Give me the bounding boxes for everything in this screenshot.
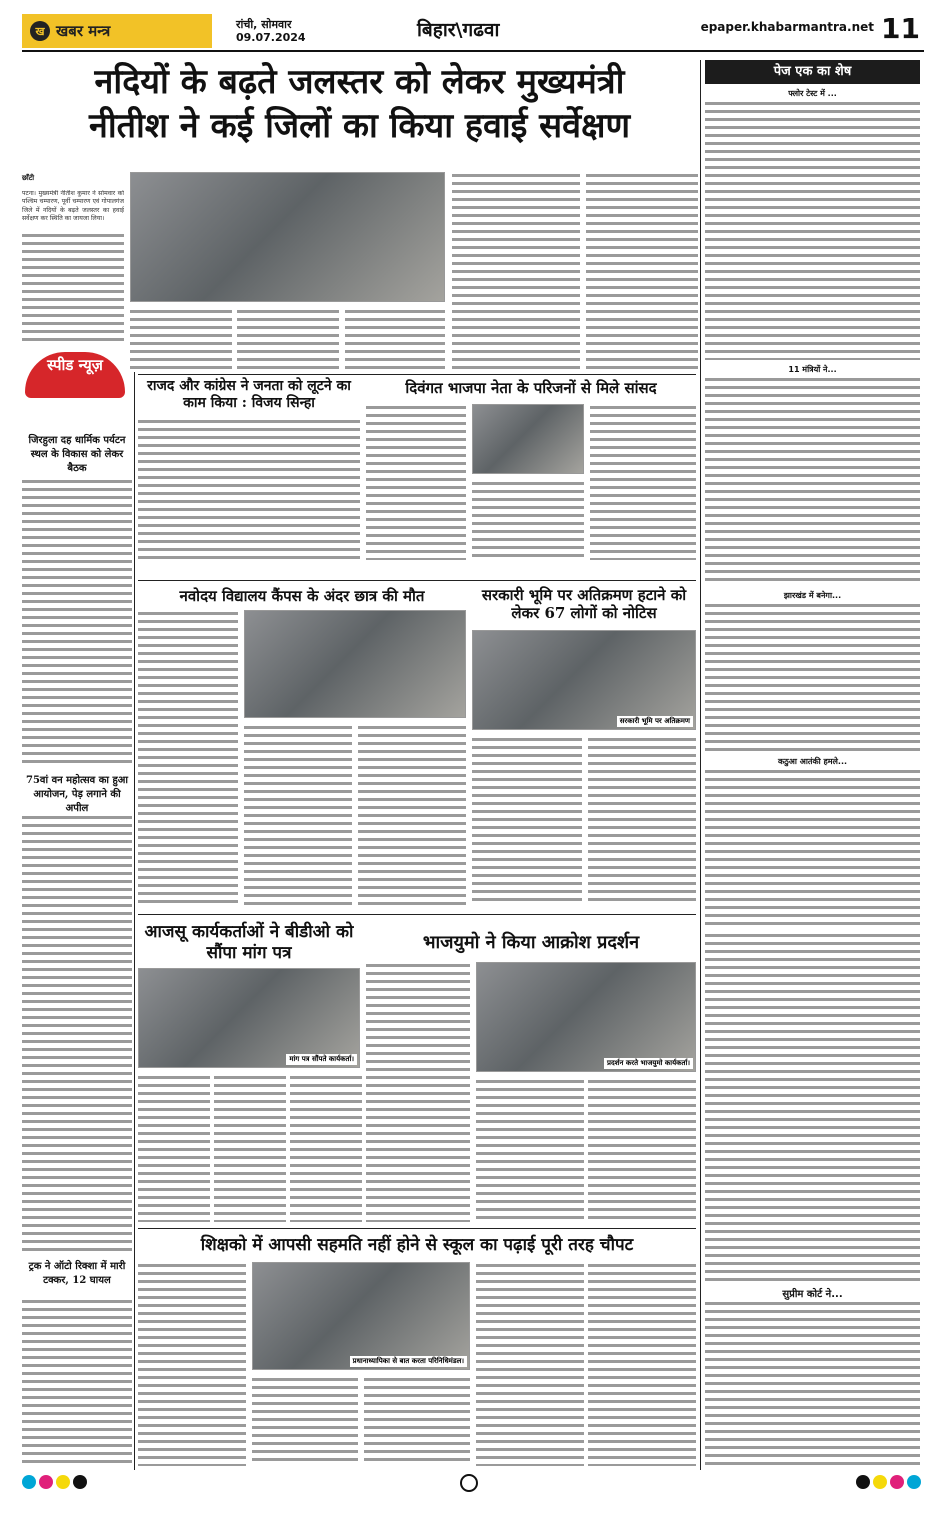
bjp-headline: दिवंगत भाजपा नेता के परिजनों से मिले सांसद: [405, 379, 657, 397]
lead-body-col3: [237, 308, 339, 370]
bjp-body3: [590, 404, 696, 560]
lead-headline-line2: नीतीश ने कई जिलों का किया हवाई सर्वेक्षण: [88, 106, 631, 146]
city-day: रांची, सोमवार: [236, 18, 292, 31]
hr-2: [138, 580, 696, 581]
school-photo: [252, 1262, 470, 1370]
page-number: 11: [881, 12, 920, 45]
lead-headline-line1: नदियों के बढ़ते जलस्तर को लेकर मुख्यमंत्री: [94, 62, 625, 102]
bjym-body1: [366, 962, 470, 1222]
sidebar-sub4: कठुआ आतंकी हमले...: [777, 757, 848, 766]
school-body4: [476, 1262, 584, 1466]
masthead: [22, 14, 924, 54]
hr-4: [138, 1228, 696, 1229]
land-body2: [588, 736, 696, 906]
speed-body2: [22, 814, 132, 1254]
magenta-dot-icon-r: [890, 1475, 904, 1489]
bjp-body2: [472, 480, 584, 560]
speed-news-badge: [25, 352, 125, 430]
speed-headline3: ट्रक ने ऑटो रिक्शा में मारी टक्कर, 12 घायल: [28, 1261, 126, 1286]
ajsu-body3: [290, 1074, 362, 1222]
school-caption: प्रधानाध्यापिका से बात करता परिनिधिमंडल।: [350, 1356, 467, 1367]
land-headline: सरकारी भूमि पर अतिक्रमण हटाने को लेकर 67 लोगों को नोटिस: [481, 586, 687, 622]
epaper-link[interactable]: epaper.khabarmantra.net: [700, 20, 874, 34]
ajsu-body1: [138, 1074, 210, 1222]
speed-headline2: 75वां वन महोत्सव का हुआ आयोजन, पेड़ लगाने की अपील: [26, 775, 128, 814]
lead-intro: पटना। मुख्यमंत्री नीतीश कुमार ने सोमवार को पश्चिम चम्पारण, पूर्वी चम्पारण एवं गोपालगंज जिले में नदियों के बढ़ते जलस्तर का हवाई सर्वेक्षण कर स्थिति का जायजा लिया।: [22, 190, 124, 223]
lead-body-col5: [452, 172, 580, 370]
land-caption: सरकारी भूमि पर अतिक्रमण: [617, 716, 693, 727]
sidebar-text1: [705, 100, 920, 360]
bjym-body3: [588, 1078, 696, 1222]
school-body3: [364, 1376, 470, 1466]
bjym-photo: [476, 962, 696, 1072]
sidebar-divider: [700, 60, 701, 1470]
ajsu-headline: आजसू कार्यकर्ताओं ने बीडीओ को सौंपा मांग पत्र: [144, 922, 354, 963]
lead-headline: [22, 60, 697, 148]
school-body5: [588, 1262, 696, 1466]
dateline: [236, 18, 306, 44]
hr-3: [138, 914, 696, 915]
ajsu-photo: [138, 968, 360, 1068]
bjp-body1: [366, 404, 466, 560]
cyan-dot-icon: [22, 1475, 36, 1489]
sidebar-title: पेज एक का शेष: [705, 60, 920, 84]
magenta-dot-icon: [39, 1475, 53, 1489]
navodaya-body2: [244, 724, 352, 906]
school-body1: [138, 1262, 246, 1466]
lead-body-col2: [130, 308, 232, 370]
navodaya-body1: [138, 610, 238, 906]
rjd-body: [138, 418, 360, 560]
black-dot-icon: [73, 1475, 87, 1489]
left-divider: [134, 372, 135, 1470]
land-photo: [472, 630, 696, 730]
yellow-dot-icon-r: [873, 1475, 887, 1489]
navodaya-body3: [358, 724, 466, 906]
brand-logo: [22, 14, 212, 48]
sidebar-sub1: फ्लोर टेस्ट में ...: [788, 89, 837, 98]
registration-mark-icon: [460, 1474, 478, 1492]
sidebar-sub2: 11 मंत्रियों ने...: [788, 365, 837, 374]
ajsu-body2: [214, 1074, 286, 1222]
school-body2: [252, 1376, 358, 1466]
bjym-body2: [476, 1078, 584, 1222]
sidebar-text6: [705, 1300, 920, 1468]
sidebar-text4: [705, 768, 920, 928]
logo-icon: ख: [30, 21, 50, 41]
section-name: बिहार\गढवा: [417, 19, 500, 41]
sidebar-sub5: सुप्रीम कोर्ट ने...: [782, 1289, 843, 1300]
land-body1: [472, 736, 582, 906]
rjd-headline: राजद और कांग्रेस ने जनता को लूटने का काम किया : विजय सिन्हा: [147, 378, 351, 411]
bjp-photo: [472, 404, 584, 474]
navodaya-headline: नवोदय विद्यालय कैंपस के अंदर छात्र की मौत: [179, 587, 425, 605]
lead-photo: [130, 172, 445, 302]
bjym-caption: प्रदर्शन करते भाजयुमो कार्यकर्ता।: [604, 1058, 693, 1069]
black-dot-icon-r: [856, 1475, 870, 1489]
speed-news-label: स्पीड न्यूज़: [25, 352, 125, 398]
school-headline: शिक्षको में आपसी सहमति नहीं होने से स्कूल का पढ़ाई पूरी तरह चौपट: [200, 1235, 634, 1255]
lead-body-col1: [22, 232, 124, 342]
speed-body1: [22, 478, 132, 768]
sidebar-text3: [705, 602, 920, 752]
sidebar-text2: [705, 376, 920, 581]
sidebar-sub3: झारखंड में बनेगा...: [783, 591, 842, 600]
hr-1: [138, 374, 696, 375]
lead-body-col4: [345, 308, 445, 370]
lead-byline: छाँटी: [22, 174, 35, 182]
sidebar-text5: [705, 932, 920, 1282]
masthead-rule: [22, 50, 924, 52]
lead-body-col6: [586, 172, 698, 370]
cyan-dot-icon-r: [907, 1475, 921, 1489]
yellow-dot-icon: [56, 1475, 70, 1489]
bjym-headline: भाजयुमो ने किया आक्रोश प्रदर्शन: [422, 932, 640, 953]
speed-body3: [22, 1298, 132, 1466]
date: 09.07.2024: [236, 31, 306, 44]
brand-name: खबर मन्त्र: [56, 22, 111, 40]
ajsu-caption: मांग पत्र सौंपते कार्यकर्ता।: [286, 1054, 357, 1065]
navodaya-photo: [244, 610, 466, 718]
speed-headline1: जिरहुला दह धार्मिक पर्यटन स्थल के विकास को लेकर बैठक: [28, 435, 126, 474]
print-footer: [22, 1474, 924, 1496]
